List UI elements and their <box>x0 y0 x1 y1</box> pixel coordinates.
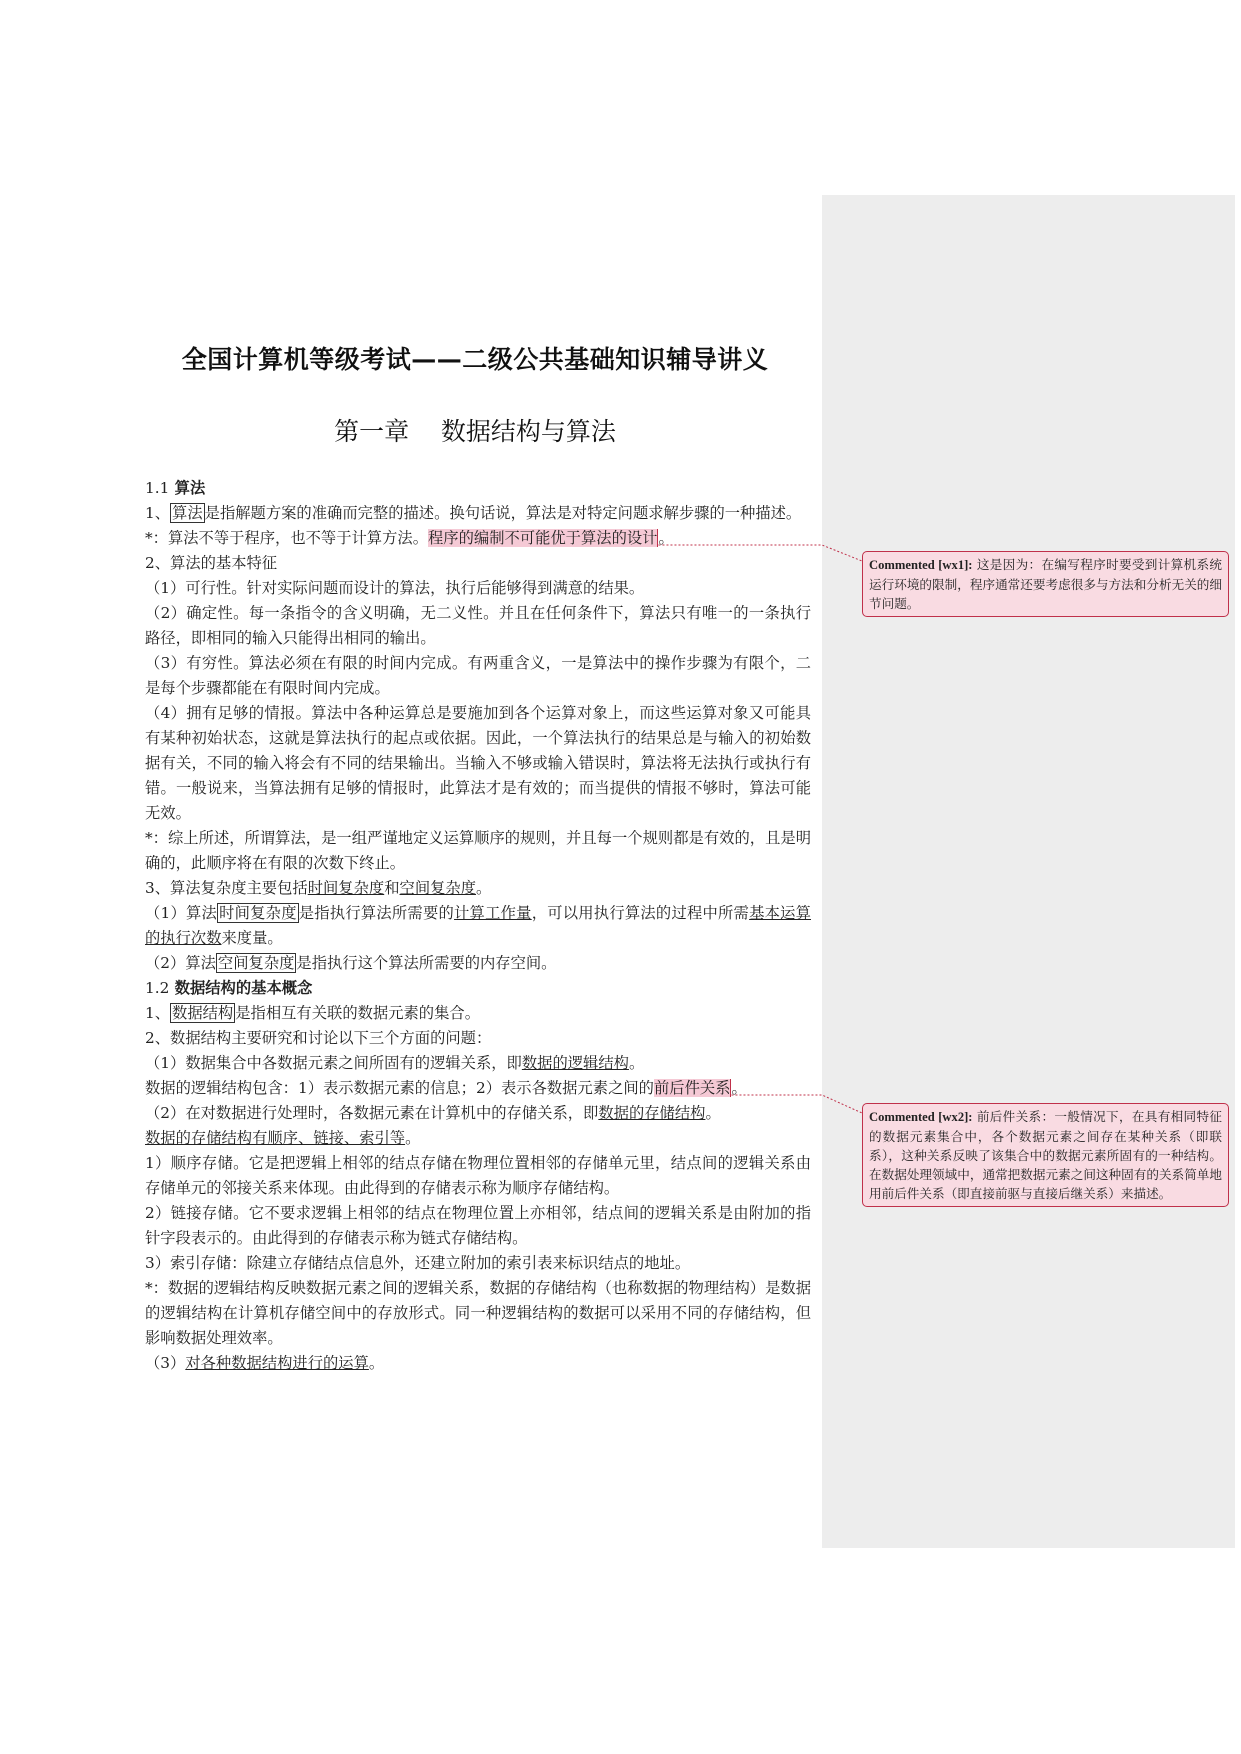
underlined-term: 对各种数据结构进行的运算 <box>185 1354 369 1372</box>
underlined-term: 数据的存储结构有顺序、链接、索引等 <box>145 1129 406 1147</box>
paragraph: 数据的逻辑结构包含：1）表示数据元素的信息；2）表示各数据元素之间的前后件关系。 <box>145 1079 747 1097</box>
paragraph: （2）算法 空间复杂度 是指执行这个算法所需要的内存空间。 <box>145 954 557 972</box>
commented-text-highlight[interactable]: 前后件关系 <box>653 1079 731 1097</box>
section-heading-1-1: 1.1 算法 <box>145 479 206 497</box>
document-body <box>145 476 811 1376</box>
paragraph: （4）拥有足够的情报。算法中各种运算总是要施加到各个运算对象上，而这些运算对象又可能具有某种初始状态，这就是算法执行的起点或依据。因此，一个算法执行的结果总是与输入的初始数据有关，不同的输入将会有不同的结果输出。当输入不够或输入错误时，算法将无法执行或执行有错。一般说来，当算法拥有足够的情报时，此算法才是有效的；而当提供的情报不够时，算法可能无效。 <box>145 704 811 822</box>
underlined-term: 数据的存储结构 <box>598 1104 706 1122</box>
paragraph: 1）顺序存储。它是把逻辑上相邻的结点存储在物理位置相邻的存储单元里，结点间的逻辑关系由存储单元的邻接关系来体现。由此得到的存储表示称为顺序存储结构。 <box>145 1154 811 1197</box>
chapter-title: 第一章 数据结构与算法 <box>334 417 616 446</box>
paragraph: 1、 数据结构 是指相互有关联的数据元素的集合。 <box>145 1004 480 1022</box>
comment-text: 前后件关系：一般情况下，在具有相同特征的数据元素集合中，各个数据元素之间存在某种关系（即联系），这种关系反映了该集合中的数据元素所固有的一种结构。在数据处理领域中，通常把数据元素之间这种固有的关系简单地用前后件关系（即直接前驱与直接后继关系）来描述。 <box>869 1109 1222 1201</box>
paragraph: 2）链接存储。它不要求逻辑上相邻的结点在物理位置上亦相邻，结点间的逻辑关系是由附加的指针字段表示的。由此得到的存储表示称为链式存储结构。 <box>145 1204 811 1247</box>
paragraph: （3）对各种数据结构进行的运算。 <box>145 1354 385 1372</box>
paragraph: （1）可行性。针对实际问题而设计的算法，执行后能够得到满意的结果。 <box>145 579 645 597</box>
paragraph: 2、算法的基本特征 <box>145 554 278 572</box>
paragraph: （3）有穷性。算法必须在有限的时间内完成。有两重含义，一是算法中的操作步骤为有限个，二是每个步骤都能在有限时间内完成。 <box>145 654 811 697</box>
boxed-term: 时间复杂度 <box>219 904 297 922</box>
comment-text: 这是因为：在编写程序时要受到计算机系统运行环境的限制，程序通常还要考虑很多与方法和分析无关的细节问题。 <box>869 557 1222 611</box>
paragraph: *：数据的逻辑结构反映数据元素之间的逻辑关系，数据的存储结构（也称数据的物理结构）是数据的逻辑结构在计算机存储空间中的存放形式。同一种逻辑结构的数据可以采用不同的存储结构，但影响数据处理效率。 <box>145 1279 811 1347</box>
boxed-term: 算法 <box>172 504 203 522</box>
underlined-term: 空间复杂度 <box>399 879 477 897</box>
underlined-term: 时间复杂度 <box>307 879 385 897</box>
paragraph: 3）索引存储：除建立存储结点信息外，还建立附加的索引表来标识结点的地址。 <box>145 1254 691 1272</box>
paragraph: *：综上所述，所谓算法，是一组严谨地定义运算顺序的规则，并且每一个规则都是有效的，且是明确的，此顺序将在有限的次数下终止。 <box>145 829 811 872</box>
paragraph: （1）数据集合中各数据元素之间所固有的逻辑关系，即数据的逻辑结构。 <box>145 1054 645 1072</box>
comment-author-label: Commented [wx2]: <box>869 1110 973 1124</box>
paragraph: *：算法不等于程序，也不等于计算方法。程序的编制不可能优于算法的设计。 <box>145 529 674 547</box>
document-title: 全国计算机等级考试——二级公共基础知识辅导讲义 <box>181 345 769 374</box>
section-heading-1-2: 1.2 数据结构的基本概念 <box>145 979 313 997</box>
paragraph: 1、 算法 是指解题方案的准确而完整的描述。换句话说，算法是对特定问题求解步骤的一种描述。 <box>145 504 802 522</box>
paragraph: 3、算法复杂度主要包括时间复杂度和空间复杂度。 <box>145 879 492 897</box>
paragraph: 2、数据结构主要研究和讨论以下三个方面的问题： <box>145 1029 492 1047</box>
underlined-term: 基本运算的执行次数 <box>145 904 811 947</box>
boxed-term: 空间复杂度 <box>217 954 295 972</box>
commented-text-highlight[interactable]: 程序的编制不可能优于算法的设计 <box>428 529 658 547</box>
paragraph: （1）算法 时间复杂度 是指执行算法所需要的计算工作量，可以用执行算法的过程中所需基本运算的执行次数来度量。 <box>145 904 811 947</box>
boxed-term: 数据结构 <box>172 1004 234 1022</box>
underlined-term: 数据的逻辑结构 <box>521 1054 629 1072</box>
comment-balloon[interactable] <box>862 551 1229 617</box>
paragraph: （2）在对数据进行处理时，各数据元素在计算机中的存储关系，即数据的存储结构。 <box>145 1104 721 1122</box>
comment-margin-panel <box>822 195 1235 1548</box>
underlined-term: 计算工作量 <box>454 904 532 922</box>
comment-balloon[interactable] <box>862 1103 1229 1207</box>
comment-author-label: Commented [wx1]: <box>869 558 973 572</box>
paragraph: 数据的存储结构有顺序、链接、索引等。 <box>145 1129 421 1147</box>
paragraph: （2）确定性。每一条指令的含义明确，无二义性。并且在任何条件下，算法只有唯一的一条执行路径，即相同的输入只能得出相同的输出。 <box>145 604 811 647</box>
